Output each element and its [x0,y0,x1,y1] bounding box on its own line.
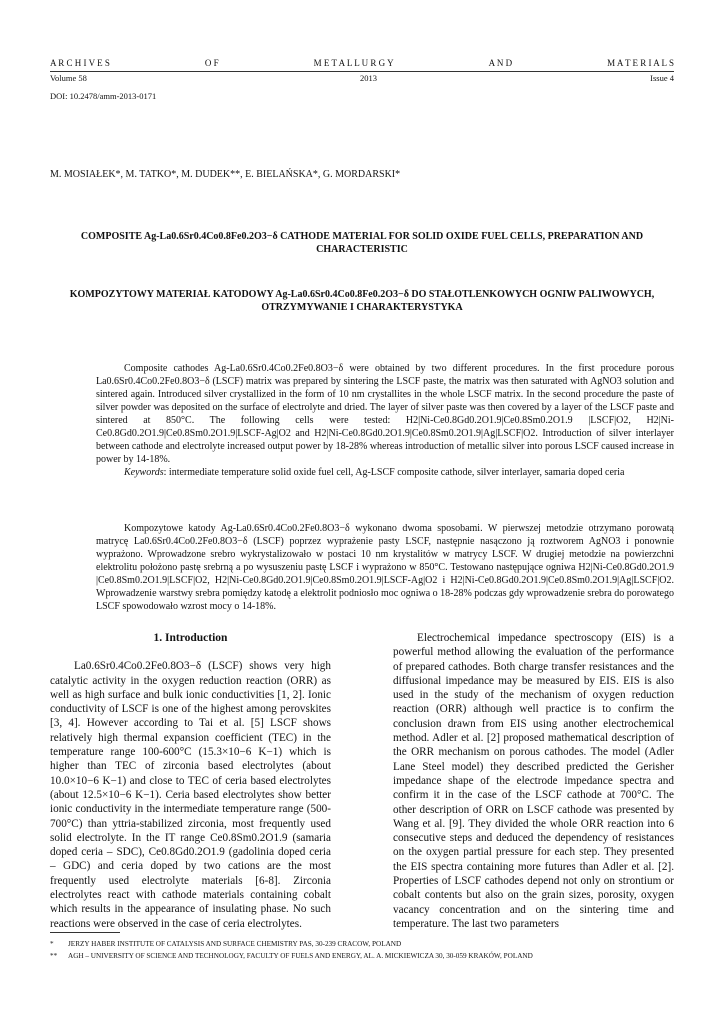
abstract-polish-text: Kompozytowe katody Ag-La0.6Sr0.4Co0.2Fe0.8O3−δ wykonano dwoma sposobami. W pierwszej metodzie otrzymano porowatą matrycę La0.6Sr0.4Co0.2Fe0.8O3−δ (LSCF) poprzez wyprażenie pasty LSCF, następnie nasączono ją roztworem AgNO3 i ponownie wyprażono. Wprowadzone srebro wykrystalizowało w postaci 10 nm krystalitów w matrycy LSCF. W drugiej metodzie na powierzchni elektrolitu położono pastę srebrną a po wysuszeniu pastę LSCF i wyprażono w 850°C. Testowano następujące ogniwa H2|Ni-Ce0.8Gd0.2O1.9 |Ce0.8Sm0.2O1.9|LSCF|O2, H2|Ni-Ce0.8Gd0.2O1.9|Ce0.8Sm0.2O1.9|LSCF-Ag|O2 i H2|Ni-Ce0.8Gd0.2O1.9|Ce0.8Sm0.2O1.9|Ag|LSCF|O2. Wprowadzenie warstwy srebra pomiędzy katodę a elektrolit podniosło moc ogniwa o 18-28% podczas gdy wprowadzenie srebra do porowatego LSCF spowodowało wzrost mocy o 14-18%. [96,523,674,612]
journal-word: A N D [488,58,513,68]
title-polish-line: OTRZYMYWANIE I CHARAKTERYSTYKA [261,302,463,313]
journal-word: A R C H I V E S [50,58,110,68]
journal-word: M A T E R I A L S [607,58,674,68]
authors: M. MOSIAŁEK*, M. TATKO*, M. DUDEK**, E. BIELAŃSKA*, G. MORDARSKI* [50,169,401,180]
keywords [96,466,674,479]
title-english-line: CHARACTERISTIC [316,244,408,255]
section-heading: 1. Introduction [153,632,228,644]
issue-meta [50,73,674,83]
right-column-text: Electrochemical impedance spectroscopy (EIS) is a powerful method allowing the evaluation of the performance of prepared cathodes. Both charge transfer resistances and the diffusional impedance may be measured by EIS. EIS is also used in the study of the mechanism of oxygen reduction reaction (ORR) although well practice is to confirm the conclusion drawn from EIS using another electrochemical method. Adler et al. [2] proposed mathematical description of the ORR mechanism on porous cathodes. The model (Adler Lane Steel model) they described predicted the Gerisher impedance shape of the electrode impedance spectra and confirm it in the case of the LSCF cathode at 700°C. The other description of ORR on LSCF cathode was presented by Wang et al. [9]. They divided the whole ORR reaction into 6 consecutive steps and deduced the dependency of resistances on the oxygen partial pressure for each step. They presented the EIS spectra containing more futures than Adler et al. [2]. Properties of LSCF cathodes depend not only on strontium or cobalt contents but also on the grain sizes, porosity, oxygen vacancy concentration and on the sintering time and temperature. The last two parameters [393,632,674,930]
footnote [50,950,674,962]
keywords-text: : intermediate temperature solid oxide fuel cell, Ag-LSCF composite cathode, silver interlayer, samaria doped ceria [163,467,625,478]
issue: Issue 4 [650,73,674,83]
abstract-polish [96,522,674,613]
header-rule [50,71,674,72]
right-column [393,631,674,931]
journal-word: M E T A L L U R G Y [313,58,394,68]
footnotes [50,938,674,962]
year: 2013 [360,73,378,83]
journal-word: O F [204,58,219,68]
abstract-english [96,362,674,479]
footnote [50,938,674,950]
footnote-text: AGH – UNIVERSITY OF SCIENCE AND TECHNOLOGY, FACULTY OF FUELS AND ENERGY, AL. A. MICKIEWICZA 30, 30-059 KRAKÓW, POLAND [68,952,533,960]
abstract-english-text: Composite cathodes Ag-La0.6Sr0.4Co0.2Fe0.8O3−δ were obtained by two different procedures. In the first procedure porous La0.6Sr0.4Co0.2Fe0.8O3−δ (LSCF) matrix was prepared by sintering the LSCF paste, the matrix was then saturated with AgNO3 solution and sintered again. Introduced silver crystallized in the form of 10 nm crystallites in the whole LSCF matrix. In the second procedure the paste of silver powder was deposited on the surface of electrolyte and dried. The layer of silver paste was then covered by a layer of the LSCF paste and sintered at 850°C. The following cells were tested: H2|Ni-Ce0.8Gd0.2O1.9|Ce0.8Sm0.2O1.9 |LSCF|O2, H2|Ni-Ce0.8Gd0.2O1.9|Ce0.8Sm0.2O1.9|LSCF-Ag|O2 and H2|Ni-Ce0.8Gd0.2O1.9|Ce0.8Sm0.2O1.9|Ag|LSCF|O2. Introduction of silver interlayer between cathode and electrolyte increased output power by 18-28% whereas introduction of metallic silver into porous LSCF caused increase in power by 14-18%. [96,363,674,465]
keywords-label: Keywords [124,467,164,478]
title-english-line: COMPOSITE Ag-La0.6Sr0.4Co0.8Fe0.2O3−δ CATHODE MATERIAL FOR SOLID OXIDE FUEL CELLS, PREPARATION AND [80,231,644,242]
title-english [60,230,664,256]
journal-name [50,58,674,68]
footnote-text: JERZY HABER INSTITUTE OF CATALYSIS AND SURFACE CHEMISTRY PAS, 30-239 CRACOW, POLAND [68,940,402,948]
footnote-mark: ** [50,952,58,960]
left-column [50,631,331,931]
left-column-text: La0.6Sr0.4Co0.2Fe0.8O3−δ (LSCF) shows very high catalytic activity in the oxygen reduction reaction (ORR) as well as high surface and bulk ionic conductivities [1, 2]. Ionic conductivity of LSCF is one of the highest among perovskites [3, 4]. However according to Tai et al. [5] LSCF shows relatively high thermal expansion coefficient (TEC) in the temperature range 100-600°C (15.3×10−6 K−1) which is higher than TEC of zirconia based electrolytes (about 10.0×10−6 K−1) and close to TEC of ceria based electrolytes (about 12.5×10−6 K−1). Ceria based electrolytes show better ionic conductivity in the intermediate temperature range (500-700°C) than yttria-stabilized zirconia, most frequently used solid electrolyte. In the IT range Ce0.8Sm0.2O1.9 (samaria doped ceria – SDC), Ce0.8Gd0.2O1.9 (gadolinia doped ceria – GDC) and ceria doped by two cations are the most frequently used electrolyte materials [6-8]. Zirconia electrolytes react with cathode materials containing cobalt which results in the appearance of insulating phase. No such reactions were observed in the case of ceria electrolytes. [50,660,331,930]
title-polish-line: KOMPOZYTOWY MATERIAŁ KATODOWY Ag-La0.6Sr0.4Co0.8Fe0.2O3−δ DO STAŁOTLENKOWYCH OGNIW PALIWOWYCH, [69,289,655,300]
footnote-mark: * [50,940,54,948]
doi: DOI: 10.2478/amm-2013-0171 [50,91,157,101]
title-polish [60,288,664,314]
footnote-rule [50,932,120,933]
volume: Volume 58 [50,73,87,83]
